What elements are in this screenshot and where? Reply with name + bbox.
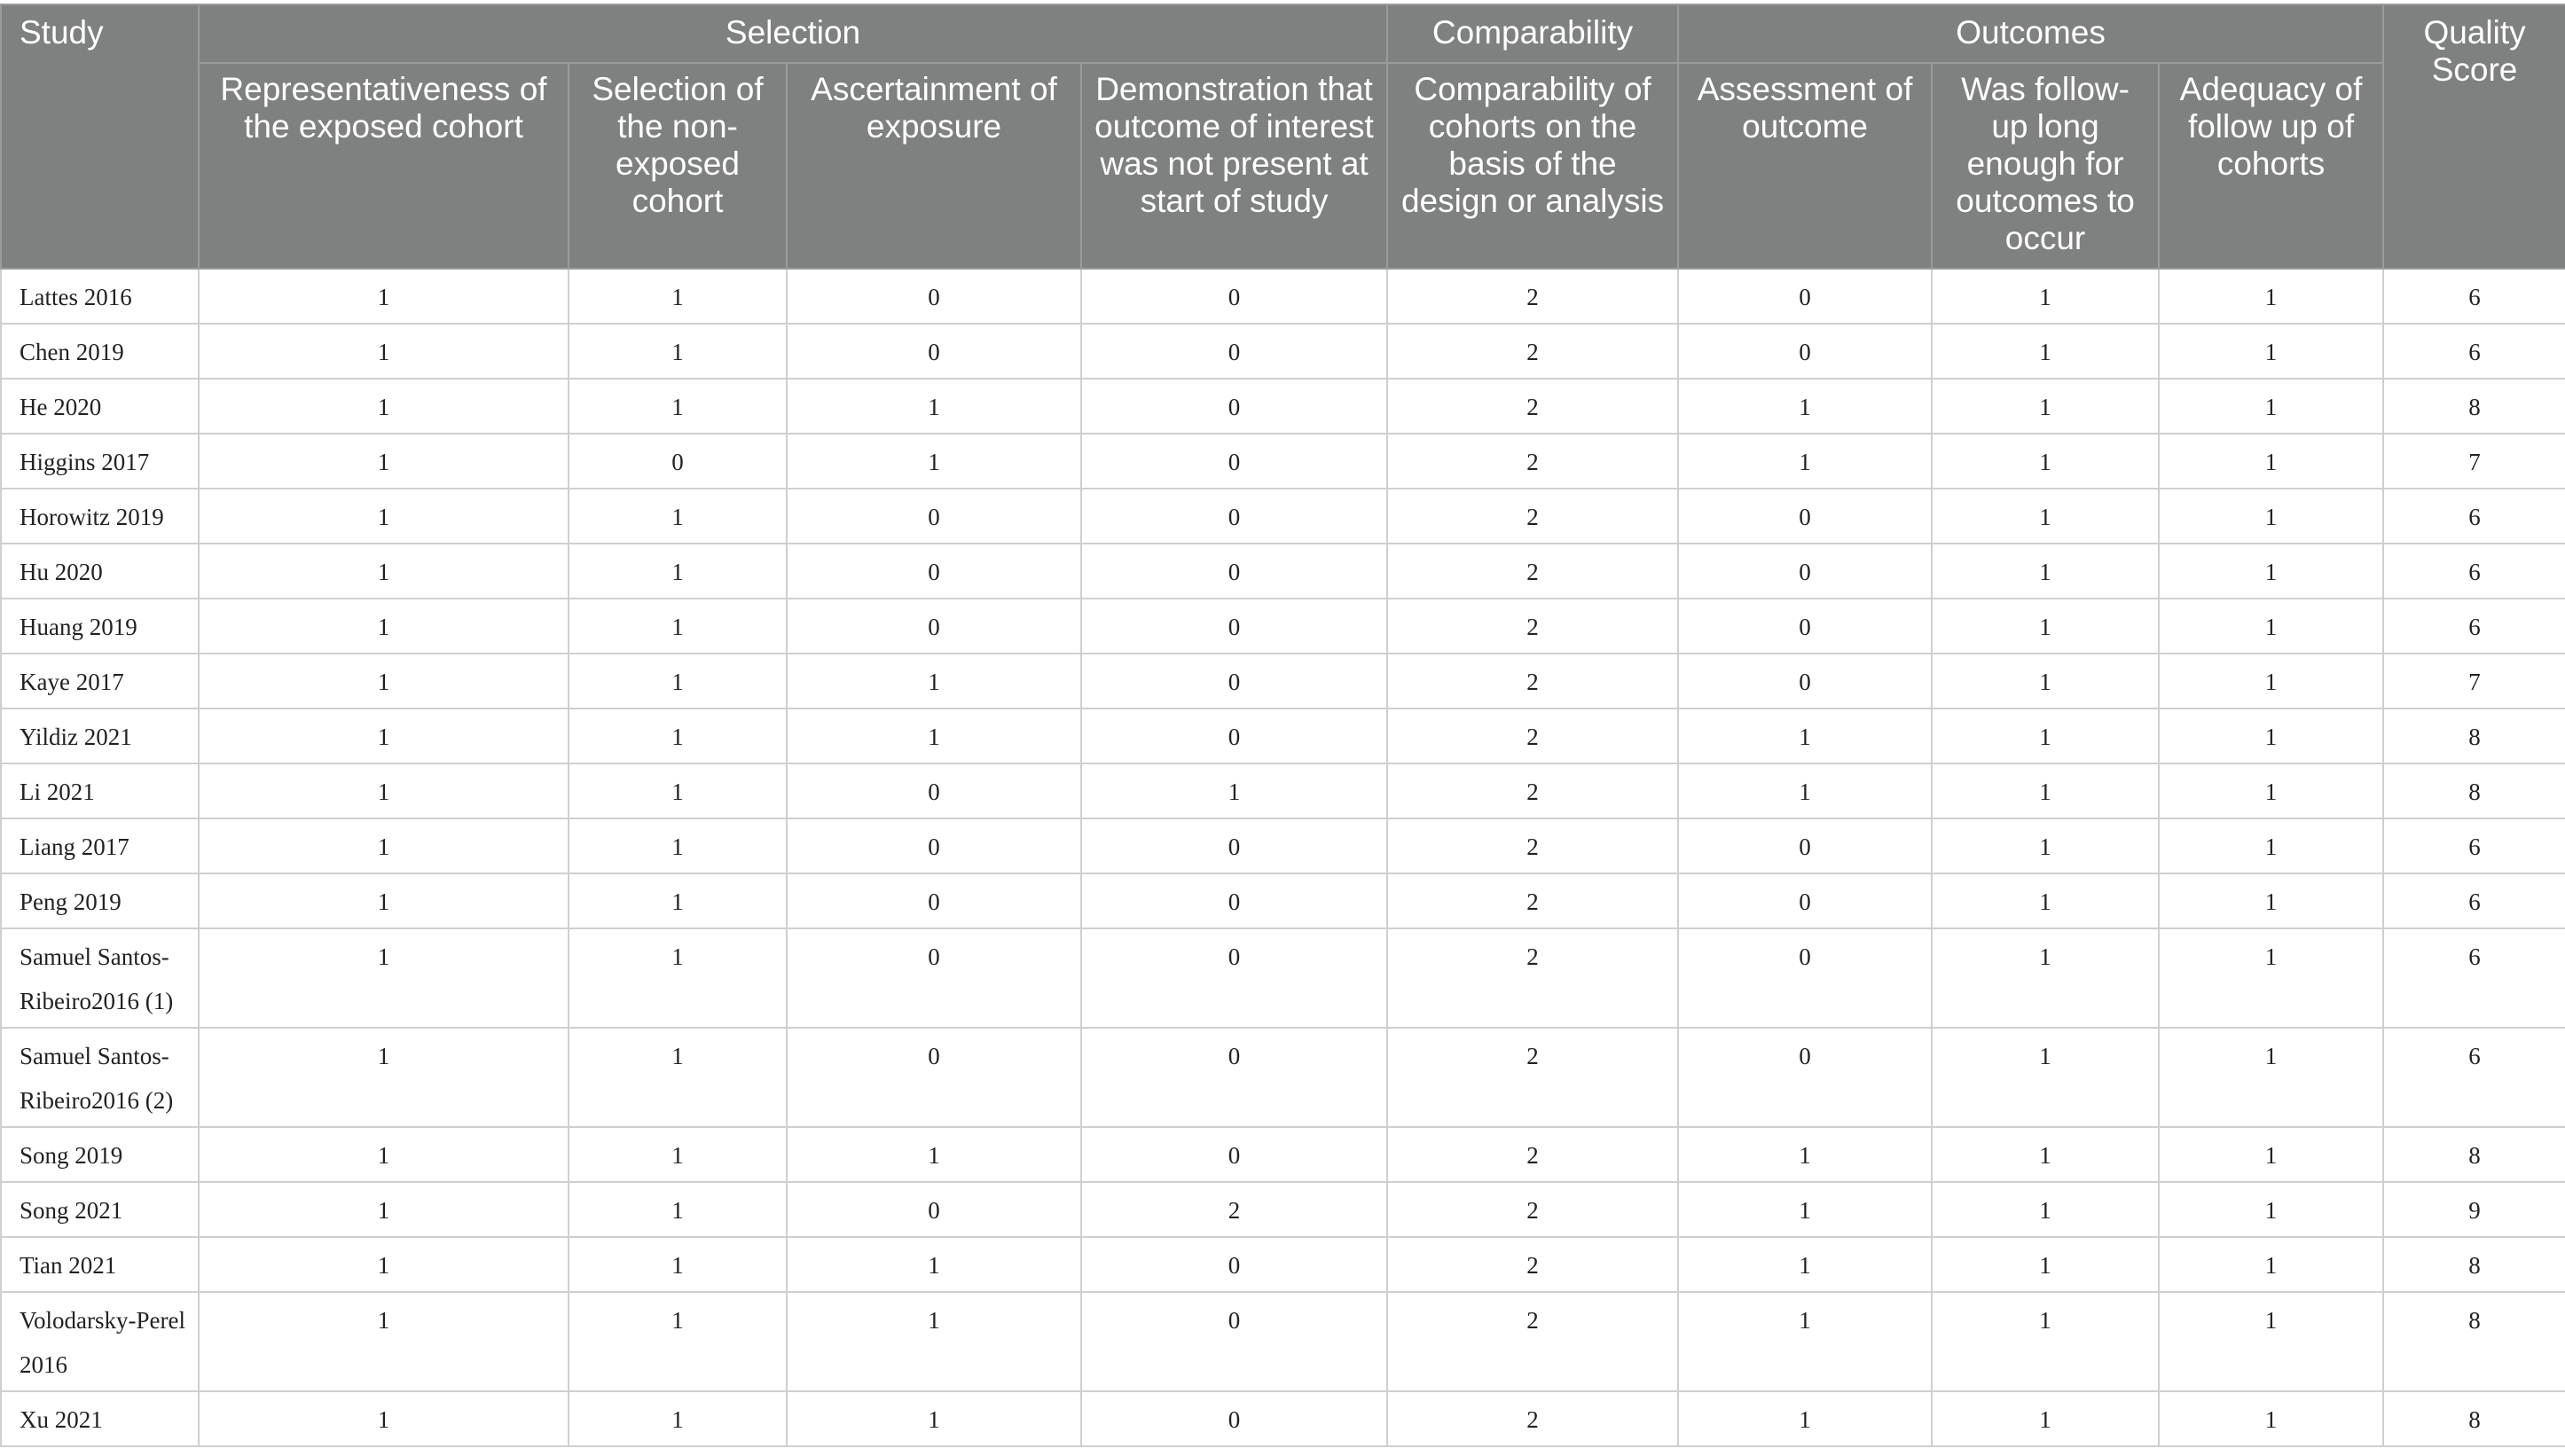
study-name-cell: Horowitz 2019	[1, 489, 199, 544]
score-cell: 1	[569, 1391, 787, 1446]
quality-score-cell: 8	[2383, 1292, 2565, 1391]
table-row	[1, 708, 2565, 763]
score-cell: 2	[1387, 1237, 1678, 1292]
column-header: Comparability of cohorts on the basis of the design or analysis	[1387, 63, 1678, 269]
score-cell: 1	[1932, 544, 2159, 599]
score-cell: 0	[1081, 818, 1387, 873]
study-name-cell: Higgins 2017	[1, 434, 199, 489]
score-cell: 2	[1387, 873, 1678, 928]
score-cell: 0	[1081, 1127, 1387, 1182]
table-row	[1, 818, 2565, 873]
score-cell: 1	[1678, 1292, 1932, 1391]
score-cell: 1	[1932, 1292, 2159, 1391]
score-cell: 1	[569, 1028, 787, 1127]
score-cell: 2	[1387, 708, 1678, 763]
score-cell: 0	[1081, 489, 1387, 544]
score-cell: 1	[2159, 1292, 2383, 1391]
score-cell: 1	[569, 1237, 787, 1292]
score-cell: 1	[569, 1292, 787, 1391]
score-cell: 1	[787, 379, 1081, 434]
quality-score-cell: 9	[2383, 1182, 2565, 1237]
score-cell: 1	[1678, 1391, 1932, 1446]
study-name-cell: Peng 2019	[1, 873, 199, 928]
score-cell: 1	[569, 1182, 787, 1237]
score-cell: 0	[787, 489, 1081, 544]
score-cell: 1	[1678, 1237, 1932, 1292]
table-row	[1, 928, 2565, 1028]
score-cell: 1	[199, 763, 569, 818]
score-cell: 0	[569, 434, 787, 489]
score-cell: 1	[2159, 818, 2383, 873]
score-cell: 0	[1081, 544, 1387, 599]
study-name-cell: Volodarsky-Perel 2016	[1, 1292, 199, 1391]
score-cell: 1	[1081, 763, 1387, 818]
quality-score-cell: 6	[2383, 489, 2565, 544]
study-name-cell: Hu 2020	[1, 544, 199, 599]
study-name-cell: Chen 2019	[1, 324, 199, 379]
table-row	[1, 1182, 2565, 1237]
score-cell: 2	[1387, 379, 1678, 434]
study-name-cell: Yildiz 2021	[1, 708, 199, 763]
score-cell: 0	[787, 544, 1081, 599]
selection-header: Selection	[199, 4, 1387, 63]
score-cell: 0	[1678, 324, 1932, 379]
score-cell: 0	[1678, 873, 1932, 928]
score-cell: 1	[1932, 928, 2159, 1028]
score-cell: 0	[787, 928, 1081, 1028]
quality-score-cell: 7	[2383, 434, 2565, 489]
score-cell: 1	[1932, 1182, 2159, 1237]
score-cell: 0	[1678, 818, 1932, 873]
score-cell: 1	[787, 654, 1081, 708]
study-name-cell: Huang 2019	[1, 599, 199, 654]
score-cell: 1	[199, 1391, 569, 1446]
score-cell: 2	[1387, 818, 1678, 873]
score-cell: 1	[199, 1292, 569, 1391]
score-cell: 1	[2159, 324, 2383, 379]
score-cell: 0	[1081, 708, 1387, 763]
table-row	[1, 1127, 2565, 1182]
score-cell: 0	[787, 763, 1081, 818]
score-cell: 1	[1932, 708, 2159, 763]
score-cell: 1	[569, 269, 787, 324]
score-cell: 1	[2159, 379, 2383, 434]
study-name-cell: Song 2019	[1, 1127, 199, 1182]
table-row	[1, 599, 2565, 654]
score-cell: 2	[1387, 324, 1678, 379]
score-cell: 1	[1932, 379, 2159, 434]
score-cell: 1	[1932, 489, 2159, 544]
score-cell: 1	[199, 489, 569, 544]
score-cell: 1	[569, 763, 787, 818]
study-name-cell: Kaye 2017	[1, 654, 199, 708]
score-cell: 2	[1387, 1182, 1678, 1237]
score-cell: 1	[1932, 1028, 2159, 1127]
score-cell: 1	[199, 928, 569, 1028]
study-name-cell: Tian 2021	[1, 1237, 199, 1292]
quality-score-cell: 8	[2383, 379, 2565, 434]
table-header	[1, 4, 2565, 269]
score-cell: 1	[1678, 434, 1932, 489]
score-cell: 1	[787, 708, 1081, 763]
score-cell: 1	[199, 1028, 569, 1127]
score-cell: 1	[2159, 434, 2383, 489]
table-row	[1, 1237, 2565, 1292]
quality-score-cell: 6	[2383, 269, 2565, 324]
score-cell: 1	[1932, 763, 2159, 818]
score-cell: 1	[569, 708, 787, 763]
score-cell: 2	[1387, 489, 1678, 544]
quality-score-cell: 8	[2383, 708, 2565, 763]
table-row	[1, 1028, 2565, 1127]
table-row	[1, 763, 2565, 818]
score-cell: 0	[1678, 654, 1932, 708]
score-cell: 0	[1081, 1292, 1387, 1391]
score-cell: 1	[199, 818, 569, 873]
score-cell: 2	[1387, 544, 1678, 599]
score-cell: 1	[2159, 1028, 2383, 1127]
score-cell: 1	[1932, 818, 2159, 873]
table-row	[1, 873, 2565, 928]
score-cell: 1	[199, 324, 569, 379]
table-row	[1, 544, 2565, 599]
score-cell: 1	[199, 708, 569, 763]
score-cell: 0	[1081, 873, 1387, 928]
table-row	[1, 269, 2565, 324]
score-cell: 2	[1387, 269, 1678, 324]
score-cell: 0	[1081, 434, 1387, 489]
score-cell: 0	[787, 324, 1081, 379]
table-row	[1, 1292, 2565, 1391]
score-cell: 1	[569, 1127, 787, 1182]
score-cell: 1	[569, 489, 787, 544]
score-cell: 1	[2159, 928, 2383, 1028]
score-cell: 1	[2159, 269, 2383, 324]
quality-score-header: Quality Score	[2383, 4, 2565, 269]
table-row	[1, 324, 2565, 379]
score-cell: 1	[787, 1127, 1081, 1182]
score-cell: 1	[2159, 654, 2383, 708]
table-row	[1, 654, 2565, 708]
score-cell: 0	[1678, 544, 1932, 599]
score-cell: 1	[787, 434, 1081, 489]
score-cell: 1	[2159, 544, 2383, 599]
study-name-cell: Samuel Santos-Ribeiro2016 (2)	[1, 1028, 199, 1127]
score-cell: 0	[787, 1182, 1081, 1237]
study-name-cell: Li 2021	[1, 763, 199, 818]
score-cell: 1	[1932, 1127, 2159, 1182]
score-cell: 1	[787, 1292, 1081, 1391]
quality-score-cell: 6	[2383, 599, 2565, 654]
quality-score-cell: 6	[2383, 324, 2565, 379]
score-cell: 1	[199, 269, 569, 324]
score-cell: 0	[1678, 269, 1932, 324]
score-cell: 2	[1387, 1028, 1678, 1127]
outcomes-header: Outcomes	[1678, 4, 2383, 63]
score-cell: 2	[1081, 1182, 1387, 1237]
score-cell: 0	[787, 818, 1081, 873]
quality-score-cell: 8	[2383, 1237, 2565, 1292]
score-cell: 1	[199, 1237, 569, 1292]
score-cell: 1	[1932, 1391, 2159, 1446]
score-cell: 1	[787, 1237, 1081, 1292]
score-cell: 1	[569, 324, 787, 379]
table-body	[1, 269, 2565, 1446]
score-cell: 1	[569, 818, 787, 873]
score-cell: 1	[2159, 1127, 2383, 1182]
score-cell: 1	[2159, 1237, 2383, 1292]
score-cell: 1	[2159, 1391, 2383, 1446]
score-cell: 1	[199, 1182, 569, 1237]
score-cell: 1	[199, 434, 569, 489]
score-cell: 0	[1081, 1391, 1387, 1446]
score-cell: 1	[569, 379, 787, 434]
score-cell: 0	[787, 1028, 1081, 1127]
column-header: Representativeness of the exposed cohort	[199, 63, 569, 269]
column-header: Was follow-up long enough for outcomes to occur	[1932, 63, 2159, 269]
study-name-cell: Song 2021	[1, 1182, 199, 1237]
score-cell: 1	[1932, 873, 2159, 928]
score-cell: 1	[199, 379, 569, 434]
study-name-cell: Samuel Santos-Ribeiro2016 (1)	[1, 928, 199, 1028]
column-header: Adequacy of follow up of cohorts	[2159, 63, 2383, 269]
score-cell: 0	[1081, 1028, 1387, 1127]
study-name-cell: Xu 2021	[1, 1391, 199, 1446]
score-cell: 1	[1932, 599, 2159, 654]
column-header-row	[1, 63, 2565, 269]
score-cell: 1	[199, 873, 569, 928]
study-name-cell: Lattes 2016	[1, 269, 199, 324]
score-cell: 1	[2159, 708, 2383, 763]
study-header: Study	[1, 4, 199, 269]
score-cell: 1	[2159, 599, 2383, 654]
score-cell: 1	[1932, 324, 2159, 379]
quality-assessment-table	[0, 4, 2565, 1447]
score-cell: 2	[1387, 434, 1678, 489]
score-cell: 0	[1081, 1237, 1387, 1292]
score-cell: 0	[1081, 324, 1387, 379]
quality-score-cell: 8	[2383, 1391, 2565, 1446]
score-cell: 1	[1678, 708, 1932, 763]
score-cell: 1	[2159, 873, 2383, 928]
score-cell: 1	[1678, 1127, 1932, 1182]
score-cell: 0	[1678, 599, 1932, 654]
column-header: Selection of the non-exposed cohort	[569, 63, 787, 269]
score-cell: 1	[569, 928, 787, 1028]
score-cell: 1	[1678, 1182, 1932, 1237]
column-header: Ascertainment of exposure	[787, 63, 1081, 269]
score-cell: 2	[1387, 1127, 1678, 1182]
score-cell: 0	[1678, 1028, 1932, 1127]
score-cell: 0	[1081, 654, 1387, 708]
score-cell: 1	[2159, 489, 2383, 544]
score-cell: 2	[1387, 1391, 1678, 1446]
score-cell: 1	[569, 544, 787, 599]
score-cell: 1	[787, 1391, 1081, 1446]
table-row	[1, 434, 2565, 489]
table-row	[1, 1391, 2565, 1446]
score-cell: 1	[1932, 654, 2159, 708]
quality-score-cell: 8	[2383, 763, 2565, 818]
score-cell: 1	[199, 1127, 569, 1182]
table-row	[1, 489, 2565, 544]
group-header-row	[1, 4, 2565, 63]
score-cell: 0	[1678, 489, 1932, 544]
score-cell: 0	[1081, 928, 1387, 1028]
table-row	[1, 379, 2565, 434]
score-cell: 0	[787, 599, 1081, 654]
score-cell: 2	[1387, 599, 1678, 654]
study-name-cell: He 2020	[1, 379, 199, 434]
score-cell: 0	[787, 269, 1081, 324]
score-cell: 2	[1387, 654, 1678, 708]
score-cell: 1	[1932, 269, 2159, 324]
quality-score-cell: 7	[2383, 654, 2565, 708]
score-cell: 1	[1678, 379, 1932, 434]
column-header: Assessment of outcome	[1678, 63, 1932, 269]
score-cell: 1	[199, 599, 569, 654]
score-cell: 1	[2159, 1182, 2383, 1237]
quality-score-cell: 6	[2383, 873, 2565, 928]
quality-score-cell: 6	[2383, 544, 2565, 599]
score-cell: 0	[787, 873, 1081, 928]
score-cell: 1	[569, 654, 787, 708]
quality-score-cell: 6	[2383, 928, 2565, 1028]
score-cell: 0	[1081, 379, 1387, 434]
score-cell: 1	[1678, 763, 1932, 818]
score-cell: 2	[1387, 928, 1678, 1028]
score-cell: 0	[1081, 599, 1387, 654]
score-cell: 1	[569, 599, 787, 654]
score-cell: 1	[569, 873, 787, 928]
score-cell: 2	[1387, 763, 1678, 818]
quality-score-cell: 6	[2383, 1028, 2565, 1127]
score-cell: 0	[1081, 269, 1387, 324]
score-cell: 1	[1932, 1237, 2159, 1292]
score-cell: 2	[1387, 1292, 1678, 1391]
score-cell: 1	[199, 654, 569, 708]
score-cell: 1	[1932, 434, 2159, 489]
score-cell: 1	[2159, 763, 2383, 818]
quality-score-cell: 8	[2383, 1127, 2565, 1182]
study-name-cell: Liang 2017	[1, 818, 199, 873]
column-header: Demonstration that outcome of interest was not present at start of study	[1081, 63, 1387, 269]
score-cell: 1	[199, 544, 569, 599]
score-cell: 0	[1678, 928, 1932, 1028]
quality-score-cell: 6	[2383, 818, 2565, 873]
comparability-header: Comparability	[1387, 4, 1678, 63]
